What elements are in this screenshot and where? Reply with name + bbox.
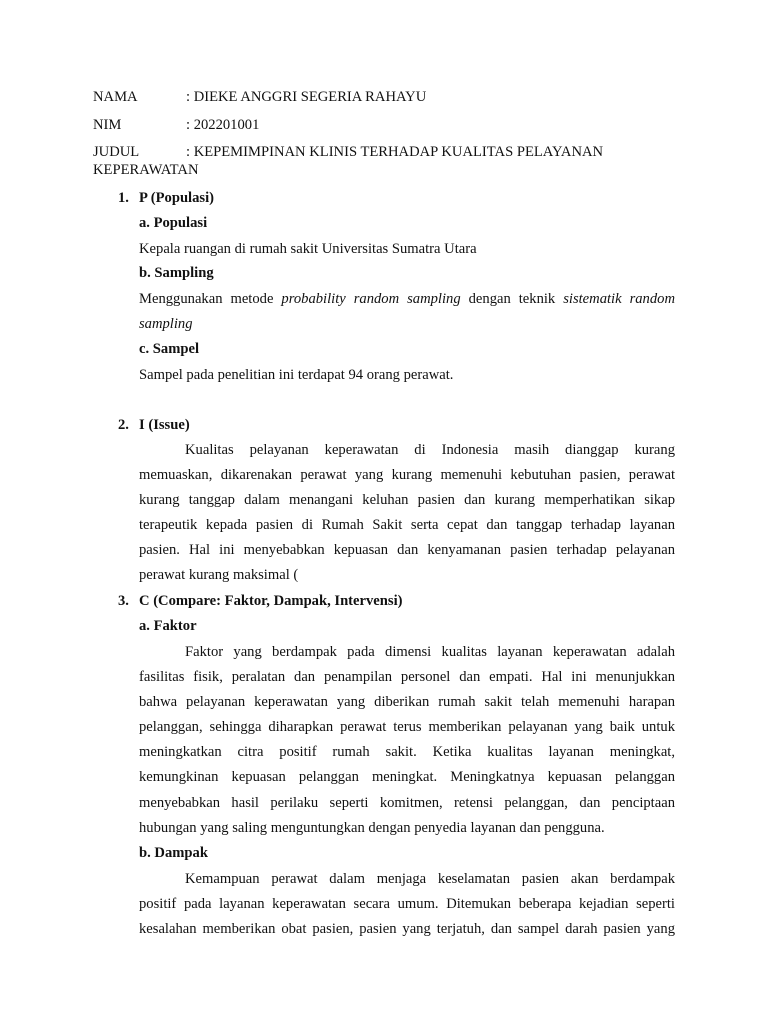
- issue-line: perawat kurang maksimal (: [139, 567, 299, 583]
- faktor-line: menyebabkan hasil perilaku seperti komitmen, retensi pelanggan, dan penciptaan: [139, 795, 675, 811]
- faktor-line: Faktor yang berdampak pada dimensi kualitas layanan keperawatan adalah: [185, 644, 675, 660]
- faktor-line: kemungkinan kepuasan pelanggan meningkat. Meningkatnya kepuasan pelanggan: [139, 769, 675, 785]
- issue-line: Kualitas pelayanan keperawatan di Indonesia masih dianggap kurang: [185, 442, 675, 458]
- section1-number: 1.: [118, 190, 129, 206]
- faktor-line: fasilitas fisik, peralatan dan penampilan personel dan empati. Hal ini menunjukkan: [139, 669, 675, 685]
- sampling-text-line1: [139, 289, 675, 309]
- sampling-technique: sistematik random: [563, 291, 675, 307]
- sampling-text-pre: Menggunakan metode: [139, 291, 282, 307]
- nim-label: NIM: [93, 117, 122, 133]
- sampel-text: Sampel pada penelitian ini terdapat 94 orang perawat.: [139, 367, 454, 383]
- dampak-line: positif pada layanan keperawatan secara umum. Ditemukan beberapa kejadian seperti: [139, 896, 675, 912]
- faktor-line: pelanggan, sehingga diharapkan perawat terus memberikan pelayanan yang baik untuk: [139, 719, 675, 735]
- sampling-text-line2: [139, 314, 675, 334]
- faktor-line: bahwa pelayanan keperawatan yang diberikan rumah sakit telah memenuhi harapan: [139, 694, 675, 710]
- sampling-technique-cont: sampling: [139, 316, 193, 332]
- issue-line: terapeutik kepada pasien di Rumah Sakit serta cepat dan tanggap terhadap layanan: [139, 517, 675, 533]
- nama-value: : DIEKE ANGGRI SEGERIA RAHAYU: [186, 89, 427, 105]
- section2-number: 2.: [118, 417, 129, 433]
- dampak-title: b. Dampak: [139, 845, 208, 861]
- judul-label: JUDUL: [93, 144, 140, 160]
- populasi-title: a. Populasi: [139, 215, 208, 231]
- sampling-text-mid: dengan teknik: [460, 291, 564, 307]
- faktor-title: a. Faktor: [139, 618, 197, 634]
- issue-line: pasien. Hal ini menyebabkan kepuasan dan kenyamanan pasien terhadap pelayanan: [139, 542, 675, 558]
- faktor-line: hubungan yang saling menguntungkan dengan penyedia layanan dan pengguna.: [139, 820, 605, 836]
- section2-title: I (Issue): [139, 417, 190, 433]
- sampling-method: probability random sampling: [281, 291, 461, 307]
- sampel-title: c. Sampel: [139, 341, 199, 357]
- issue-line: memuaskan, dikarenakan perawat yang kurang memenuhi kebutuhan pasien, perawat: [139, 467, 675, 483]
- populasi-text: Kepala ruangan di rumah sakit Universitas Sumatra Utara: [139, 241, 477, 257]
- issue-line: kurang tanggap dalam menangani keluhan pasien dan kurang memperhatikan sikap: [139, 492, 675, 508]
- dampak-line: kesalahan memberikan obat pasien, pasien yang terjatuh, dan sampel darah pasien yang: [139, 921, 675, 937]
- nama-label: NAMA: [93, 89, 138, 105]
- section1-title: P (Populasi): [139, 190, 215, 206]
- nim-value: : 202201001: [186, 117, 260, 133]
- sampling-title: b. Sampling: [139, 265, 214, 281]
- dampak-line: Kemampuan perawat dalam menjaga keselamatan pasien akan berdampak: [185, 871, 675, 887]
- section3-number: 3.: [118, 593, 129, 609]
- judul-value-wrap: KEPERAWATAN: [93, 162, 199, 178]
- judul-value: : KEPEMIMPINAN KLINIS TERHADAP KUALITAS PELAYANAN: [186, 144, 604, 160]
- section3-title: C (Compare: Faktor, Dampak, Intervensi): [139, 593, 403, 609]
- faktor-line: meningkatkan citra positif rumah sakit. Ketika kualitas layanan meningkat,: [139, 744, 675, 760]
